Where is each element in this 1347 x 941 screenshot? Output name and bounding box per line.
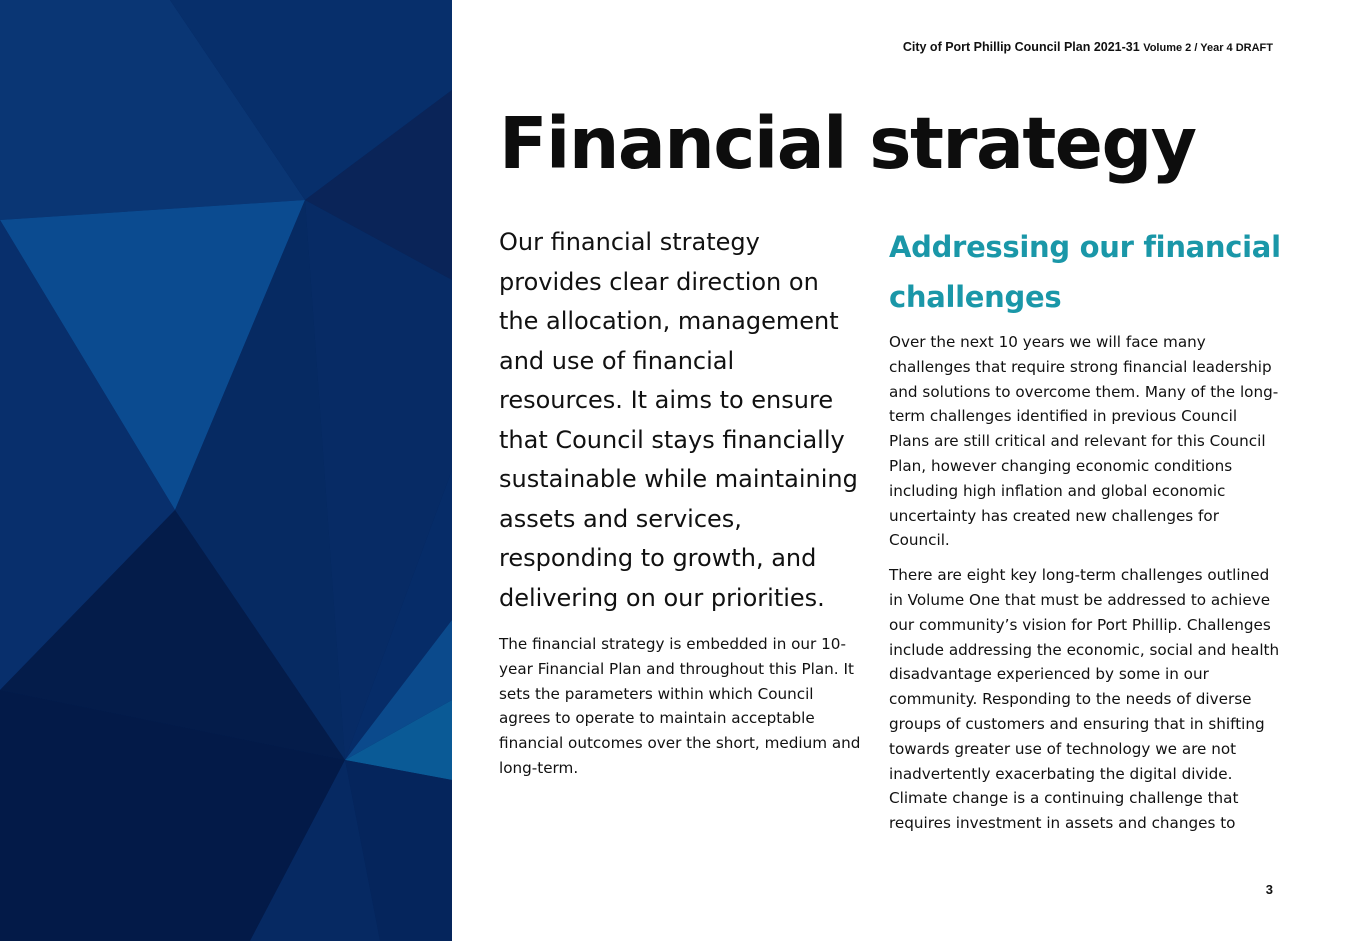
challenges-paragraph-1: Over the next 10 years we will face many challenges that require strong financial leadership and solutions to overcome them. Many of the long-term challenges identified in previous Council Plans are still critical and relevant for this Council Plan, however changing economic conditions including high inflation and global economic uncertainty has created new challenges for Council. xyxy=(889,333,1279,550)
left-column xyxy=(499,223,861,781)
running-header xyxy=(903,40,1273,54)
page-title: Financial strategy xyxy=(499,102,1196,185)
section-heading: Addressing our financial challenges xyxy=(889,230,1281,314)
header-doc-subtitle: Volume 2 / Year 4 DRAFT xyxy=(1143,42,1273,54)
right-column xyxy=(889,222,1281,836)
page-number: 3 xyxy=(1265,882,1273,897)
decorative-geometric-panel xyxy=(0,0,452,941)
intro-paragraph: Our financial strategy provides clear direction on the allocation, management and use of financial resources. It aims to ensure that Council stays financially sustainable while maintaining assets and services, responding to growth, and delivering on our priorities. xyxy=(499,228,858,612)
body-paragraph: The financial strategy is embedded in our 10-year Financial Plan and throughout this Plan. It sets the parameters within which Council agrees to operate to maintain acceptable financial outcomes over the short, medium and long-term. xyxy=(499,635,861,777)
geometric-pattern-art xyxy=(0,0,452,941)
header-doc-title: City of Port Phillip Council Plan 2021-31 xyxy=(902,40,1140,54)
challenges-paragraph-2: There are eight key long-term challenges outlined in Volume One that must be addressed to achieve our community’s vision for Port Phillip. Challenges include addressing the economic, social and health disadvantage experienced by some in our community. Responding to the needs of diverse groups of customers and ensuring that in shifting towards greater use of technology we are not inadvertently exacerbating the digital divide. Climate change is a continuing challenge that requires investment in assets and changes to xyxy=(889,566,1280,833)
document-page xyxy=(452,0,1347,941)
